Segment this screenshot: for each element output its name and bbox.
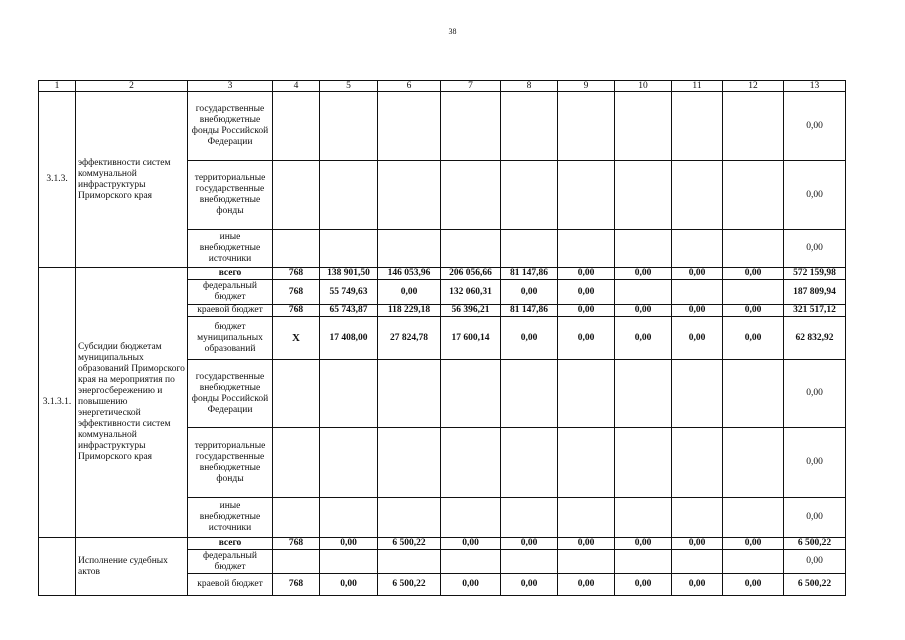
funding-source: бюджет муниципальных образований — [188, 317, 273, 360]
value-cell: 81 147,86 — [501, 305, 558, 317]
value-cell: 0,00 — [723, 268, 784, 280]
column-header: 4 — [273, 81, 320, 92]
value-cell: 0,00 — [501, 280, 558, 305]
value-cell: 0,00 — [615, 317, 672, 360]
value-cell: 0,00 — [558, 268, 615, 280]
total-value: 0,00 — [784, 428, 846, 498]
funding-source: территориальные государственные внебюджетные фонды — [188, 428, 273, 498]
value-cell: 17 408,00 — [320, 317, 378, 360]
value-cell: 0,00 — [615, 305, 672, 317]
funding-source: государственные внебюджетные фонды Российской Федерации — [188, 360, 273, 428]
value-cell: 0,00 — [672, 268, 723, 280]
total-value: 62 832,92 — [784, 317, 846, 360]
total-value: 0,00 — [784, 550, 846, 574]
column-header: 3 — [188, 81, 273, 92]
column-header: 8 — [501, 81, 558, 92]
grbs-code: 768 — [273, 305, 320, 317]
column-header: 1 — [39, 81, 76, 92]
grbs-code: X — [273, 317, 320, 360]
value-cell: 0,00 — [672, 538, 723, 550]
total-value: 187 809,94 — [784, 280, 846, 305]
value-cell: 6 500,22 — [378, 574, 441, 596]
value-cell: 27 824,78 — [378, 317, 441, 360]
value-cell: 0,00 — [723, 305, 784, 317]
column-header: 13 — [784, 81, 846, 92]
budget-table — [38, 80, 846, 596]
item-code: 3.1.3. — [39, 92, 76, 268]
value-cell: 118 229,18 — [378, 305, 441, 317]
value-cell: 0,00 — [320, 538, 378, 550]
value-cell: 0,00 — [723, 317, 784, 360]
column-number-row — [39, 81, 846, 92]
column-header: 2 — [76, 81, 188, 92]
value-cell: 0,00 — [441, 574, 501, 596]
funding-source: территориальные государственные внебюджетные фонды — [188, 161, 273, 230]
value-cell — [615, 280, 672, 305]
value-cell: 0,00 — [672, 317, 723, 360]
value-cell: 132 060,31 — [441, 280, 501, 305]
value-cell: 0,00 — [672, 305, 723, 317]
total-value: 0,00 — [784, 230, 846, 268]
value-cell: 0,00 — [320, 574, 378, 596]
total-value: 6 500,22 — [784, 574, 846, 596]
grbs-code: 768 — [273, 268, 320, 280]
value-cell: 0,00 — [723, 538, 784, 550]
item-code: 3.1.3.1. — [39, 268, 76, 538]
table-row — [39, 538, 846, 550]
item-title: Исполнение судебных актов — [76, 538, 188, 596]
page-number: 38 — [448, 27, 457, 36]
value-cell: 0,00 — [558, 574, 615, 596]
item-code — [39, 538, 76, 596]
value-cell — [672, 280, 723, 305]
value-cell: 0,00 — [723, 574, 784, 596]
column-header: 6 — [378, 81, 441, 92]
total-value: 0,00 — [784, 498, 846, 538]
funding-source: краевой бюджет — [188, 574, 273, 596]
value-cell: 0,00 — [441, 538, 501, 550]
funding-source: иные внебюджетные источники — [188, 498, 273, 538]
funding-source: федеральный бюджет — [188, 280, 273, 305]
column-header: 12 — [723, 81, 784, 92]
funding-source: всего — [188, 268, 273, 280]
item-title: эффективности систем коммунальной инфраструктуры Приморского края — [76, 92, 188, 268]
funding-source: всего — [188, 538, 273, 550]
value-cell: 65 743,87 — [320, 305, 378, 317]
total-value: 572 159,98 — [784, 268, 846, 280]
funding-source: государственные внебюджетные фонды Российской Федерации — [188, 92, 273, 161]
funding-source: федеральный бюджет — [188, 550, 273, 574]
value-cell: 0,00 — [615, 538, 672, 550]
value-cell: 0,00 — [672, 574, 723, 596]
total-value: 6 500,22 — [784, 538, 846, 550]
value-cell: 0,00 — [615, 574, 672, 596]
value-cell: 17 600,14 — [441, 317, 501, 360]
value-cell: 146 053,96 — [378, 268, 441, 280]
value-cell: 0,00 — [558, 280, 615, 305]
grbs-code: 768 — [273, 574, 320, 596]
total-value: 0,00 — [784, 161, 846, 230]
value-cell: 0,00 — [378, 280, 441, 305]
value-cell: 0,00 — [501, 538, 558, 550]
funding-source: краевой бюджет — [188, 305, 273, 317]
value-cell: 56 396,21 — [441, 305, 501, 317]
value-cell: 0,00 — [501, 317, 558, 360]
column-header: 11 — [672, 81, 723, 92]
total-value: 321 517,12 — [784, 305, 846, 317]
column-header: 7 — [441, 81, 501, 92]
total-value: 0,00 — [784, 92, 846, 161]
column-header: 9 — [558, 81, 615, 92]
funding-source: иные внебюджетные источники — [188, 230, 273, 268]
column-header: 5 — [320, 81, 378, 92]
value-cell: 0,00 — [501, 574, 558, 596]
value-cell: 138 901,50 — [320, 268, 378, 280]
value-cell: 0,00 — [558, 538, 615, 550]
value-cell: 0,00 — [615, 268, 672, 280]
value-cell: 81 147,86 — [501, 268, 558, 280]
table-row — [39, 92, 846, 161]
value-cell: 6 500,22 — [378, 538, 441, 550]
value-cell: 55 749,63 — [320, 280, 378, 305]
grbs-code: 768 — [273, 280, 320, 305]
column-header: 10 — [615, 81, 672, 92]
value-cell: 0,00 — [558, 317, 615, 360]
grbs-code: 768 — [273, 538, 320, 550]
value-cell: 206 056,66 — [441, 268, 501, 280]
value-cell — [723, 280, 784, 305]
value-cell: 0,00 — [558, 305, 615, 317]
item-title: Субсидии бюджетам муниципальных образований Приморского края на мероприятия по энергосбережению и повышению энергетической эффективности систем коммунальной инфраструктуры Приморского края — [76, 268, 188, 538]
table-row — [39, 268, 846, 280]
total-value: 0,00 — [784, 360, 846, 428]
